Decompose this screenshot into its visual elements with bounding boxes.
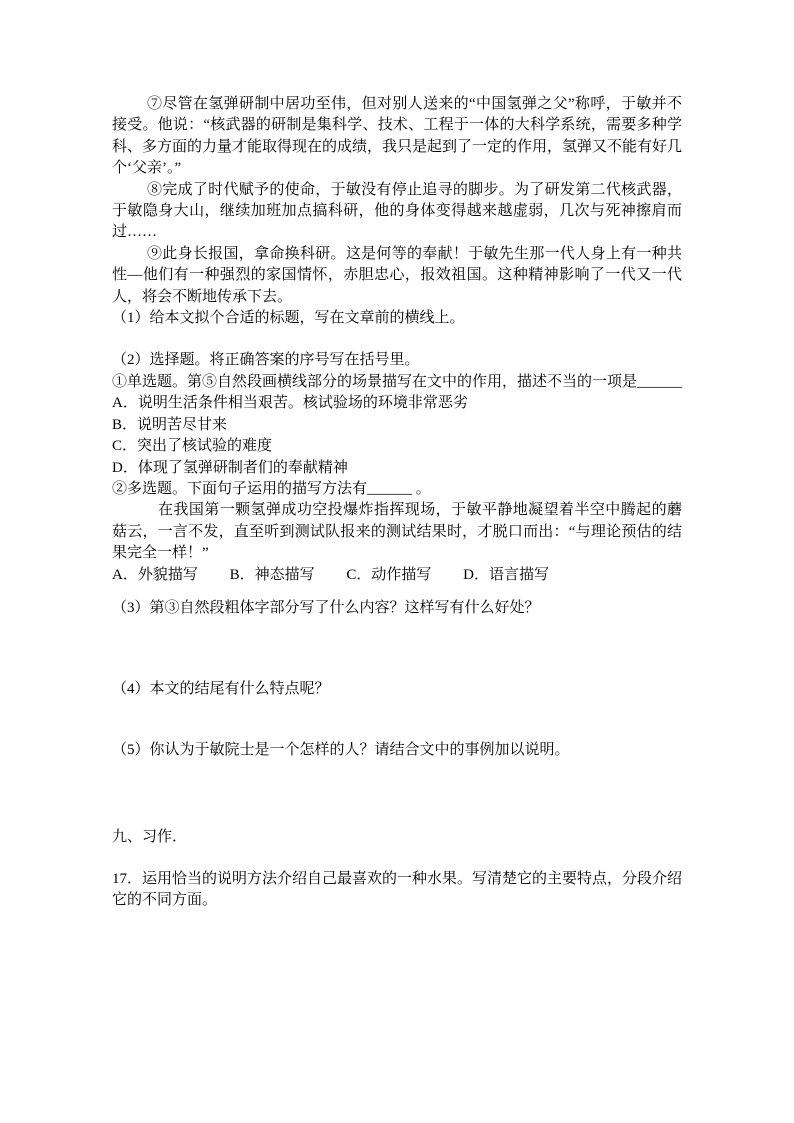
- multi-choice-option-c: C．动作描写: [346, 566, 432, 583]
- document-content: [112, 94, 682, 911]
- question-2-single-choice-stem: ①单选题。第⑤自然段画横线部分的场景描写在文中的作用，描述不当的一项是______: [112, 373, 683, 390]
- single-choice-option-c: C．突出了核试验的难度: [112, 438, 273, 455]
- question-4: （4）本文的结尾有什么特点呢？: [112, 681, 330, 698]
- single-choice-option-d: D．体现了氢弹研制者们的奉献精神: [112, 459, 348, 476]
- multi-choice-options-line: [112, 565, 682, 586]
- passage-paragraph-7: ⑦尽管在氢弹研制中居功至伟，但对别人送来的“中国氢弹之父”称呼，于敏并不接受。他说：“核武器的研制是集科学、技术、工程于一体的大科学系统，需要多种学科、多方面的力量才能取得现在的成绩，我只是起到了一定的作用，氢弹又不能有好几个‘父亲’。”: [112, 96, 683, 177]
- question-1: （1）给本文拟个合适的标题，写在文章前的横线上。: [112, 310, 465, 327]
- passage-paragraph-9: ⑨此身长报国，拿命换科研。这是何等的奉献！于敏先生那一代人身上有一种共性—他们有一种强烈的家国情怀，赤胆忠心，报效祖国。这种精神影响了一代又一代人，将会不断地传承下去。: [112, 245, 682, 305]
- single-choice-option-b: B．说明苦尽甘来: [112, 416, 228, 433]
- question-2-multi-choice-stem: ②多选题。下面句子运用的描写方法有______ 。: [112, 480, 431, 497]
- question-17: 17．运用恰当的说明方法介绍自己最喜欢的一种水果。写清楚它的主要特点，分段介绍它的不同方面。: [112, 870, 683, 908]
- question-5: （5）你认为于敏院士是一个怎样的人？请结合文中的事例加以说明。: [112, 741, 570, 758]
- multi-choice-quote: 在我国第一颗氢弹成功空投爆炸指挥现场，于敏平静地凝望着半空中腾起的蘑菇云，一言不发，直至听到测试队报来的测试结果时，才脱口而出：“与理论预估的结果完全一样！”: [112, 502, 682, 562]
- passage-paragraph-8: ⑧完成了时代赋予的使命，于敏没有停止追寻的脚步。为了研发第二代核武器，于敏隐身大山，继续加班加点搞科研，他的身体变得越来越虚弱，几次与死神擦肩而过……: [112, 181, 682, 241]
- question-2-label: （2）选择题。将正确答案的序号写在括号里。: [112, 352, 420, 369]
- multi-choice-option-d: D．语言描写: [463, 566, 549, 583]
- writing-section-heading: 九、习作．: [112, 829, 188, 846]
- question-3: （3）第③自然段粗体字部分写了什么内容？这样写有什么好处？: [112, 599, 540, 616]
- multi-choice-option-b: B．神态描写: [229, 566, 315, 583]
- multi-choice-option-a: A．外貌描写: [112, 566, 198, 583]
- single-choice-option-a: A．说明生活条件相当艰苦。核试验场的环境非常恶劣: [112, 395, 468, 412]
